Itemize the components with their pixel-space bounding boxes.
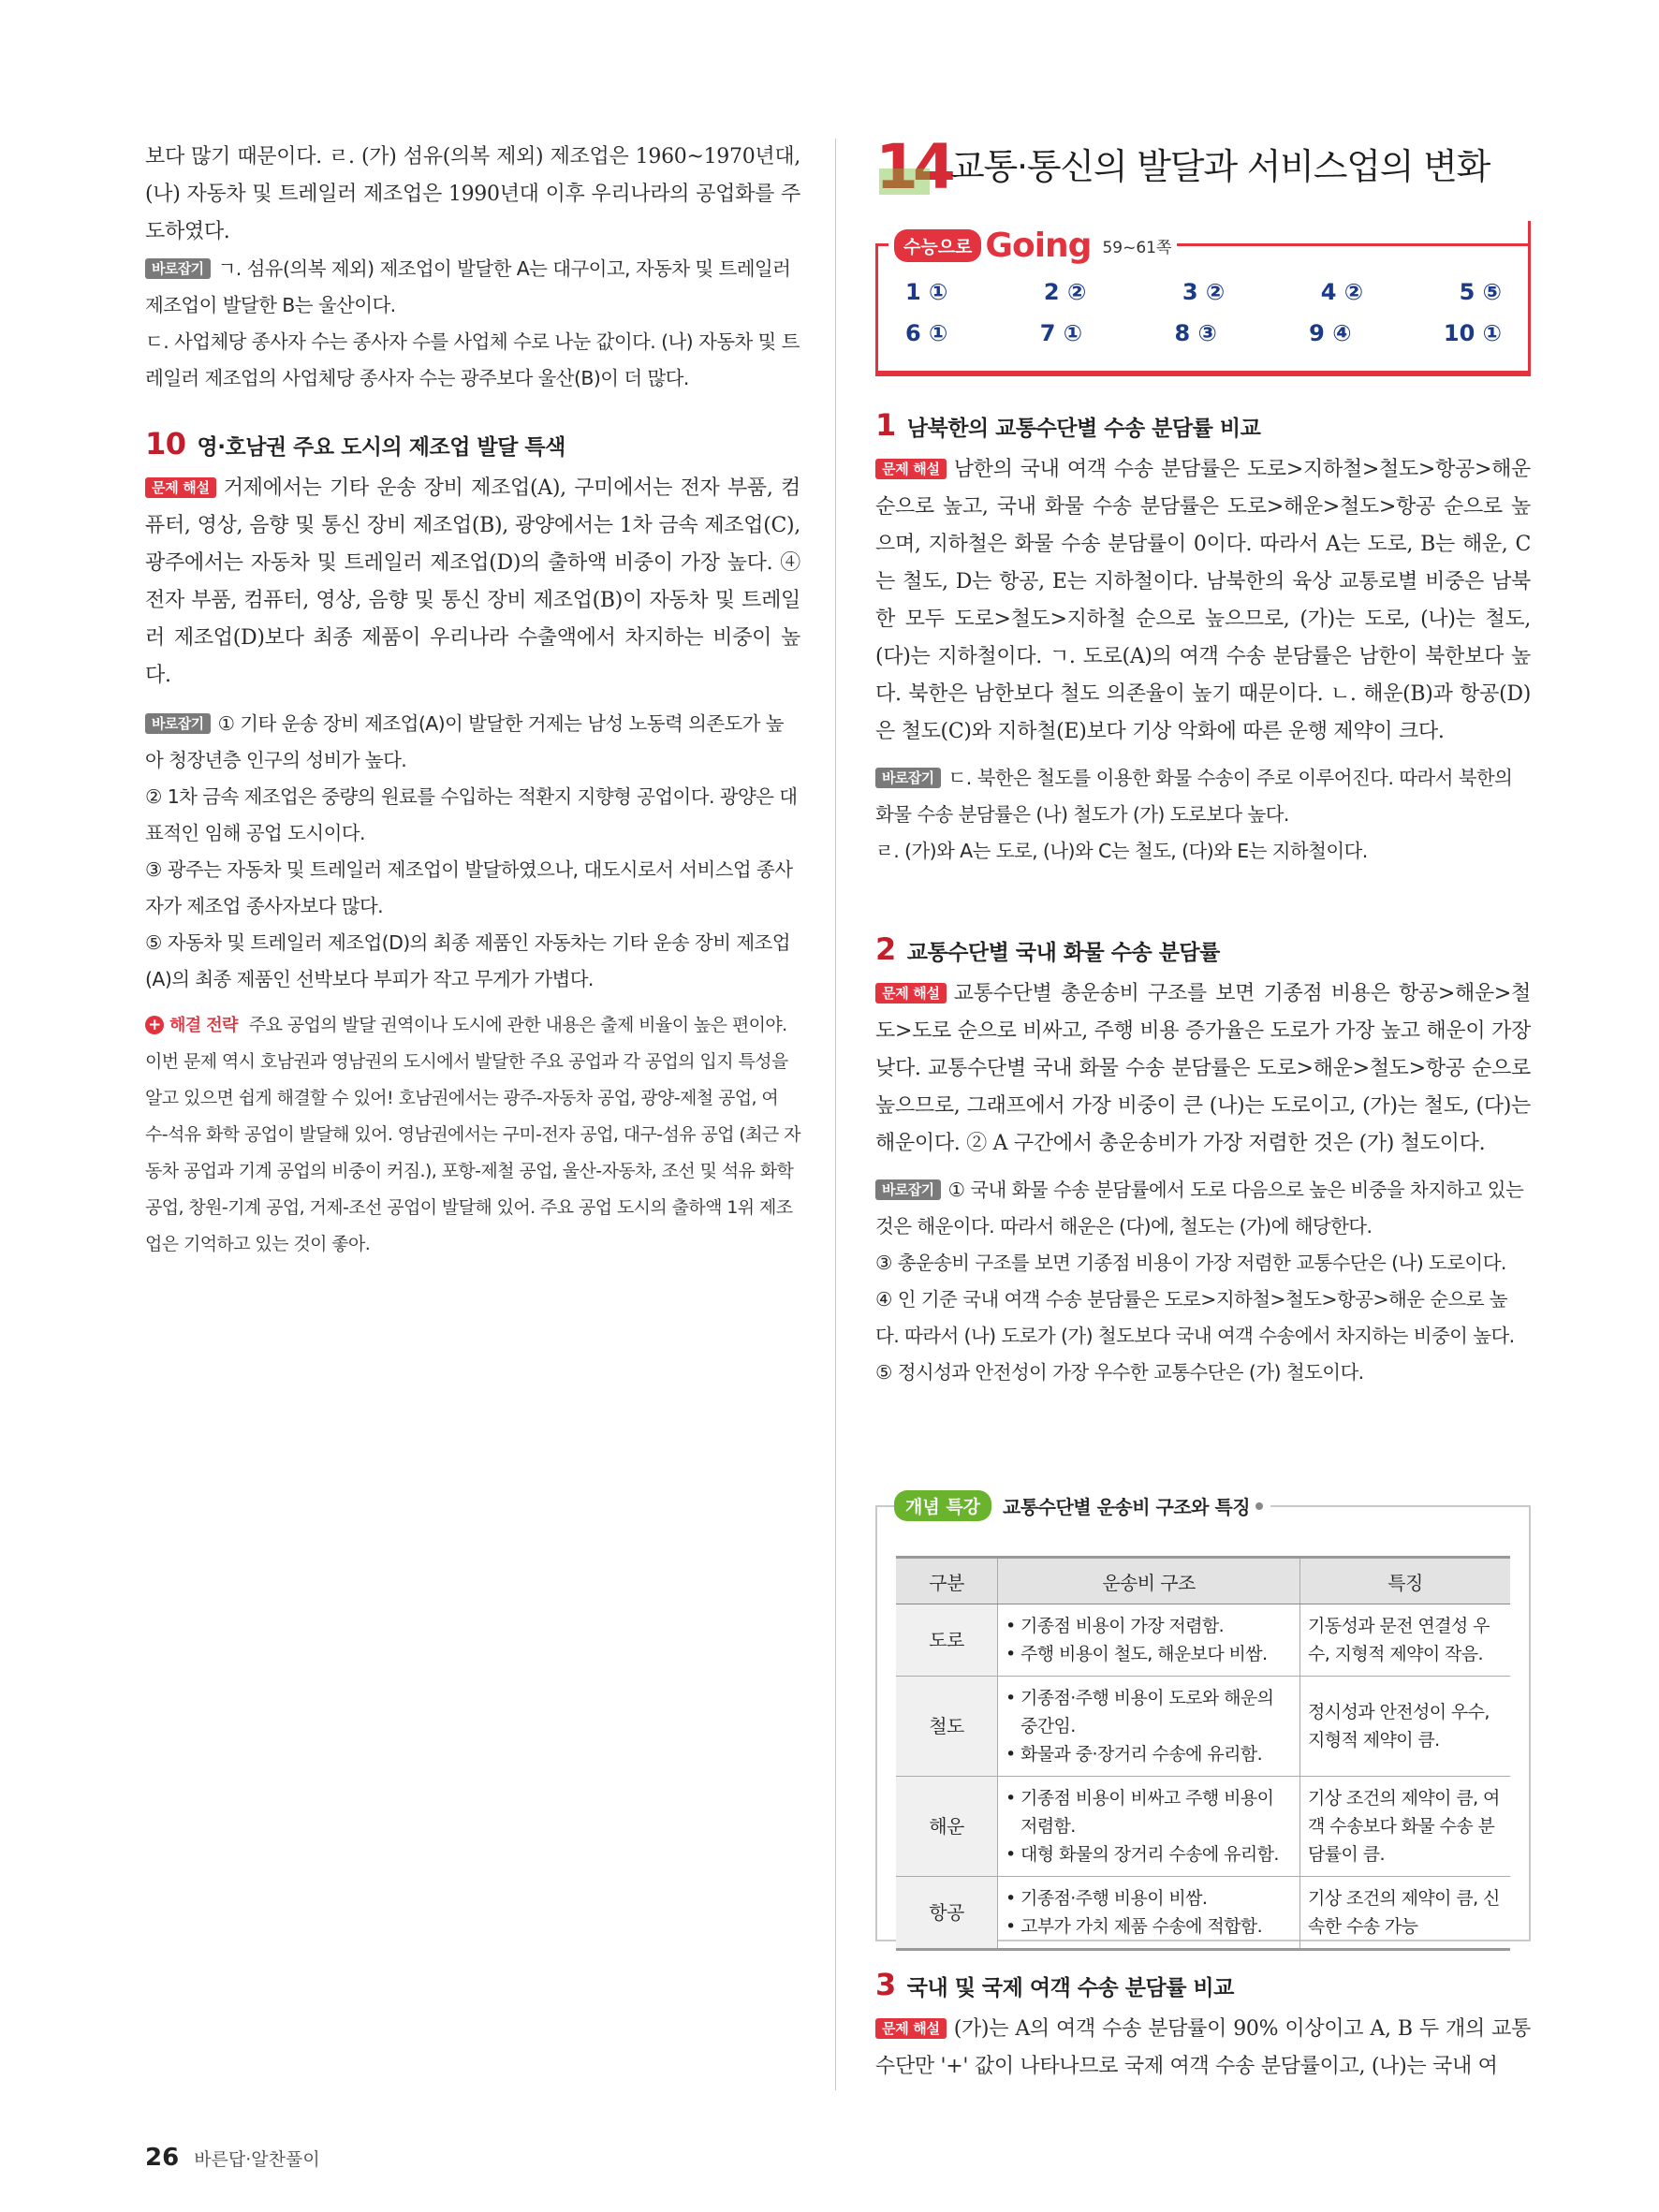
table-cell: 정시성과 안전성이 우수, 지형적 제약이 큼. xyxy=(1300,1677,1511,1777)
table-row xyxy=(896,1777,1510,1877)
fix-block xyxy=(145,706,800,998)
answer-item: 5 ⑤ xyxy=(1459,279,1502,305)
answer-item: 8 ③ xyxy=(1174,320,1217,346)
answer-item: 6 ① xyxy=(905,320,948,346)
fix-tag: 바로잡기 xyxy=(145,258,211,279)
question-title: 교통수단별 국내 화물 수송 분담률 xyxy=(906,941,1220,965)
fix-item: ㄹ. (가)와 A는 도로, (나)와 C는 철도, (다)와 E는 지하철이다. xyxy=(875,840,1368,862)
table-cell: 항공 xyxy=(896,1877,998,1950)
fix-tag: 바로잡기 xyxy=(875,1179,941,1200)
explanation-text: 남한의 국내 여객 수송 분담률은 도로>지하철>철도>항공>해운 순으로 높고, 국내 화물 수송 분담률은 도로>해운>철도>항공 순으로 높으며, 지하철은 화물 수송 분담률이 0이다. 따라서 A는 도로, B는 해운, C는 철도, D는 항공, E는 지하철이다. 남북한의 육상 교통로별 비중은 남북한 모두 도로>철도>지하철 순으로 높으므로, (가)는 도로, (나)는 철도, (다)는 지하철이다. ㄱ. 도로(A)의 여객 수송 분담률은 남한이 북한보다 높다. 북한은 남한보다 철도 의존율이 높기 때문이다. ㄴ. 해운(B)과 항공(D)은 철도(C)와 지하철(E)보다 기상 악화에 따른 운행 제약이 크다. xyxy=(875,458,1531,743)
cost-item: • 기종점 비용이 가장 저렴함. xyxy=(1006,1612,1292,1640)
explanation-tag: 문제 해설 xyxy=(875,2018,947,2039)
concept-pill: 개념 특강 xyxy=(894,1490,991,1521)
fix-item: ① 국내 화물 수송 분담률에서 도로 다음으로 높은 비중을 차지하고 있는 것은 해운이다. 따라서 해운은 (다)에, 철도는 (가)에 해당한다. xyxy=(875,1179,1524,1238)
question-3 xyxy=(875,1964,1531,2086)
fix-item: ① 기타 운송 장비 제조업(A)이 발달한 거제는 남성 노동력 의존도가 높아 청장년층 인구의 성비가 높다. xyxy=(145,712,785,771)
table-cell: 기상 조건의 제약이 큼, 신속한 수송 가능 xyxy=(1300,1877,1511,1950)
fix-item: ③ 총운송비 구조를 보면 기종점 비용이 가장 저렴한 교통수단은 (나) 도로이다. xyxy=(875,1252,1506,1274)
continued-paragraph: 보다 많기 때문이다. ㄹ. (가) 섬유(의복 제외) 제조업은 1960~1970년대, (나) 자동차 및 트레일러 제조업은 1990년대 이후 우리나라의 공업화를 주도하였다. xyxy=(145,145,800,243)
table-header: 구분 xyxy=(896,1558,998,1604)
cost-item: • 대형 화물의 장거리 수송에 유리함. xyxy=(1006,1840,1292,1868)
question-1 xyxy=(875,404,1531,870)
explanation-tag: 문제 해설 xyxy=(875,983,947,1003)
fix-item: ② 1차 금속 제조업은 중량의 원료를 수입하는 적환지 지향형 공업이다. 광양은 대표적인 임해 공업 도시이다. xyxy=(145,785,798,844)
fix-block xyxy=(875,760,1531,870)
fix-item: ㄱ. 섬유(의복 제외) 제조업이 발달한 A는 대구이고, 자동차 및 트레일러 제조업이 발달한 B는 울산이다. xyxy=(145,257,791,316)
answer-key-box xyxy=(875,221,1531,376)
concept-box xyxy=(875,1487,1531,1941)
table-cell: 해운 xyxy=(896,1777,998,1877)
question-number: 10 xyxy=(145,426,186,461)
strategy-block xyxy=(145,1007,800,1263)
fix-item: ㄷ. 북한은 철도를 이용한 화물 수송이 주로 이루어진다. 따라서 북한의 화물 수송 분담률은 (나) 철도가 (가) 도로보다 높다. xyxy=(875,767,1513,826)
fix-item: ④ 인 기준 국내 여객 수송 분담률은 도로>지하철>철도>항공>해운 순으로 높다. 따라서 (나) 도로가 (가) 철도보다 국내 여객 수송에서 차지하는 비중이 높다. xyxy=(875,1288,1515,1347)
question-title: 국내 및 국제 여객 수송 분담률 비교 xyxy=(906,1976,1234,2000)
page-range: 59~61쪽 xyxy=(1102,238,1172,257)
table-header: 특징 xyxy=(1300,1558,1511,1604)
footer-label: 바른답·알찬풀이 xyxy=(194,2149,320,2170)
question-10 xyxy=(145,423,800,1263)
answer-item: 10 ① xyxy=(1443,320,1502,346)
page-footer xyxy=(145,2144,320,2172)
table-cell: 철도 xyxy=(896,1677,998,1777)
concept-header xyxy=(894,1490,1270,1521)
explanation-tag: 문제 해설 xyxy=(875,459,947,479)
going-pill: 수능으로 xyxy=(894,229,981,262)
cost-item: • 고부가 가치 제품 수송에 적합함. xyxy=(1006,1912,1292,1941)
answer-item: 4 ② xyxy=(1320,279,1364,305)
answer-item: 1 ① xyxy=(905,279,948,305)
table-cell: 기상 조건의 제약이 큼, 여객 수송보다 화물 수송 분담률이 큼. xyxy=(1300,1777,1511,1877)
question-2 xyxy=(875,929,1531,1391)
table-cell xyxy=(998,1777,1300,1877)
answer-grid xyxy=(905,279,1502,361)
question-number: 3 xyxy=(875,1967,896,2002)
table-row xyxy=(896,1677,1510,1777)
bullet-dot-icon xyxy=(1255,1502,1263,1510)
concept-title: 교통수단별 운송비 구조와 특징 xyxy=(1003,1496,1251,1518)
cost-item: • 주행 비용이 철도, 해운보다 비쌈. xyxy=(1006,1640,1292,1668)
answer-item: 7 ① xyxy=(1039,320,1083,346)
fix-item: ㄷ. 사업체당 종사자 수는 종사자 수를 사업체 수로 나눈 값이다. (나) 자동차 및 트레일러 제조업의 사업체당 종사자 수는 광주보다 울산(B)이 더 많다. xyxy=(145,330,800,389)
fix-tag: 바로잡기 xyxy=(875,768,941,788)
question-title: 영·호남권 주요 도시의 제조업 발달 특색 xyxy=(197,435,565,460)
strategy-text: 주요 공업의 발달 권역이나 도시에 관한 내용은 출제 비율이 높은 편이야. 이번 문제 역시 호남권과 영남권의 도시에서 발달한 주요 공업과 각 공업의 입지 특성을 알고 있으면 쉽게 해결할 수 있어! 호남권에서는 광주-자동차 공업, 광양-제철 공업, 여수-석유 화학 공업이 발달해 있어. 영남권에서는 구미-전자 공업, 대구-섬유 공업 (최근 자동차 공업과 기계 공업의 비중이 커짐.), 포항-제철 공업, 울산-자동차, 조선 및 석유 화학 공업, 창원-기계 공업, 거제-조선 공업이 발달해 있어. 주요 공업 도시의 출하액 1위 제조업은 기억하고 있는 것이 좋아. xyxy=(145,1015,800,1254)
fix-item: ⑤ 자동차 및 트레일러 제조업(D)의 최종 제품인 자동차는 기타 운송 장비 제조업(A)의 최종 제품인 선박보다 부피가 작고 무게가 가볍다. xyxy=(145,931,790,990)
fix-block xyxy=(875,1172,1531,1391)
section-title: 교통·통신의 발달과 서비스업의 변화 xyxy=(950,146,1490,187)
question-number: 2 xyxy=(875,931,896,967)
page-number: 26 xyxy=(145,2144,180,2172)
fix-item: ③ 광주는 자동차 및 트레일러 제조업이 발달하였으나, 대도시로서 서비스업 종사자가 제조업 종사자보다 많다. xyxy=(145,858,793,917)
fix-tag: 바로잡기 xyxy=(145,713,211,734)
explanation-text: 교통수단별 총운송비 구조를 보면 기종점 비용은 항공>해운>철도>도로 순으로 비싸고, 주행 비용 증가율은 도로가 가장 높고 해운이 가장 낮다. 교통수단별 국내 화물 수송 분담률은 도로>해운>철도>항공 순으로 높으므로, 그래프에서 가장 비중이 큰 (나)는 도로이고, (가)는 철도, (다)는 해운이다. ② A 구간에서 총운송비가 가장 저렴한 것은 (가) 철도이다. xyxy=(875,982,1531,1155)
transport-cost-table xyxy=(896,1556,1510,1951)
column-divider xyxy=(835,139,836,2090)
question-title: 남북한의 교통수단별 수송 분담률 비교 xyxy=(906,417,1261,441)
table-cell xyxy=(998,1604,1300,1677)
cost-item: • 화물과 중·장거리 수송에 유리함. xyxy=(1006,1740,1292,1768)
going-badge xyxy=(888,227,1177,264)
cost-item: • 기종점·주행 비용이 도로와 해운의 중간임. xyxy=(1006,1684,1292,1740)
table-cell xyxy=(998,1677,1300,1777)
table-cell: 도로 xyxy=(896,1604,998,1677)
continued-fix-block xyxy=(145,251,800,397)
cost-item: • 기종점 비용이 비싸고 주행 비용이 저렴함. xyxy=(1006,1784,1292,1840)
explanation-text: 거제에서는 기타 운송 장비 제조업(A), 구미에서는 전자 부품, 컴퓨터, 영상, 음향 및 통신 장비 제조업(B), 광양에서는 1차 금속 제조업(C), 광주에서는 자동차 및 트레일러 제조업(D)의 출하액 비중이 가장 높다. ④ 전자 부품, 컴퓨터, 영상, 음향 및 통신 장비 제조업(B)이 자동차 및 트레일러 제조업(D)보다 최종 제품이 우리나라 수출액에서 차지하는 비중이 높다. xyxy=(145,476,800,687)
explanation-text: (가)는 A의 여객 수송 분담률이 90% 이상이고 A, B 두 개의 교통수단만 '+' 값이 나타나므로 국제 여객 수송 분담률이고, (나)는 국내 여 xyxy=(875,2017,1531,2078)
plus-icon: + xyxy=(145,1016,164,1034)
table-row xyxy=(896,1604,1510,1677)
table-row xyxy=(896,1877,1510,1950)
answer-item: 9 ④ xyxy=(1309,320,1352,346)
table-cell: 기동성과 문전 연결성 우수, 지형적 제약이 작음. xyxy=(1300,1604,1511,1677)
strategy-tag: 해결 전략 xyxy=(169,1016,238,1035)
going-word: Going xyxy=(985,226,1092,265)
explanation-tag: 문제 해설 xyxy=(145,477,216,498)
cost-item: • 기종점·주행 비용이 비쌈. xyxy=(1006,1884,1292,1912)
section-number: 14 xyxy=(875,131,950,203)
fix-item: ⑤ 정시성과 안전성이 가장 우수한 교통수단은 (가) 철도이다. xyxy=(875,1361,1364,1384)
answer-item: 3 ② xyxy=(1182,279,1226,305)
table-header: 운송비 구조 xyxy=(998,1558,1300,1604)
answer-item: 2 ② xyxy=(1043,279,1087,305)
table-cell xyxy=(998,1877,1300,1950)
question-number: 1 xyxy=(875,407,896,443)
